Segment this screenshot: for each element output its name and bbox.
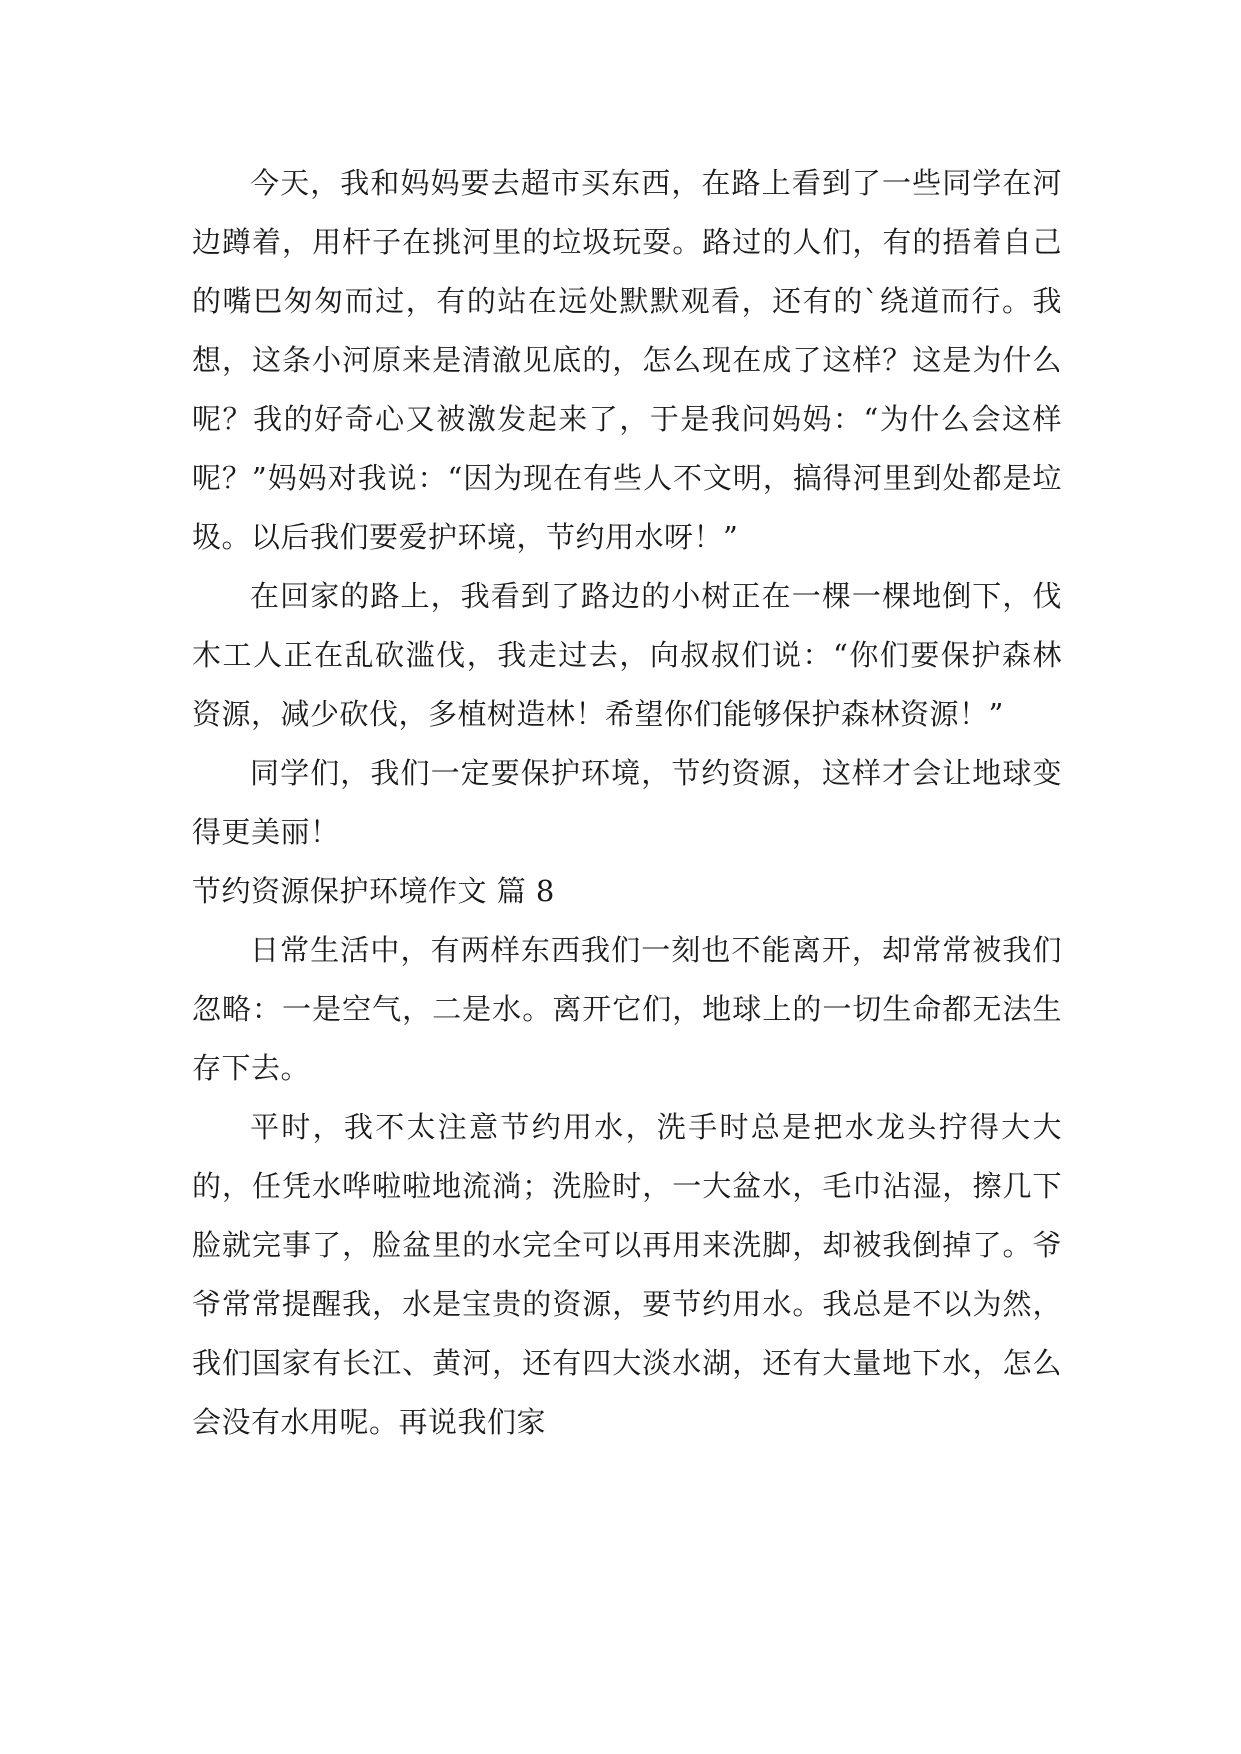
paragraph-river: 今天，我和妈妈要去超市买东西，在路上看到了一些同学在河边蹲着，用杆子在挑河里的垃圾玩耍。路过的人们，有的捂着自己的嘴巴匆匆而过，有的站在远处默默观看，还有的`绕道而行。我想，这条小河原来是清澈见底的，怎么现在成了这样？这是为什么呢？我的好奇心又被激发起来了，于是我问妈妈：“为什么会这样呢？”妈妈对我说：“因为现在有些人不文明，搞得河里到处都是垃圾。以后我们要爱护环境，节约用水呀！”: [192, 166, 1062, 554]
paragraph-trees: 在回家的路上，我看到了路边的小树正在一棵一棵地倒下，伐木工人正在乱砍滥伐，我走过去，向叔叔们说：“你们要保护森林资源，减少砍伐，多植树造林！希望你们能够保护森林资源！”: [192, 579, 1062, 731]
paragraph-air-water: 日常生活中，有两样东西我们一刻也不能离开，却常常被我们忽略：一是空气，二是水。离开它们，地球上的一切生命都无法生存下去。: [192, 933, 1062, 1085]
essay-heading: 节约资源保护环境作文 篇 8: [192, 874, 555, 908]
paragraph-water-habits: 平时，我不太注意节约用水，洗手时总是把水龙头拧得大大的，任凭水哗啦啦地流淌；洗脸时，一大盆水，毛巾沾湿，擦几下脸就完事了，脸盆里的水完全可以再用来洗脚，却被我倒掉了。爷爷常常提醒我，水是宝贵的资源，要节约用水。我总是不以为然，我们国家有长江、黄河，还有四大淡水湖，还有大量地下水，怎么会没有水用呢。再说我们家: [192, 1110, 1062, 1439]
paragraph-conclusion: 同学们，我们一定要保护环境，节约资源，这样才会让地球变得更美丽！: [192, 756, 1062, 849]
document-body: [192, 154, 1062, 1452]
